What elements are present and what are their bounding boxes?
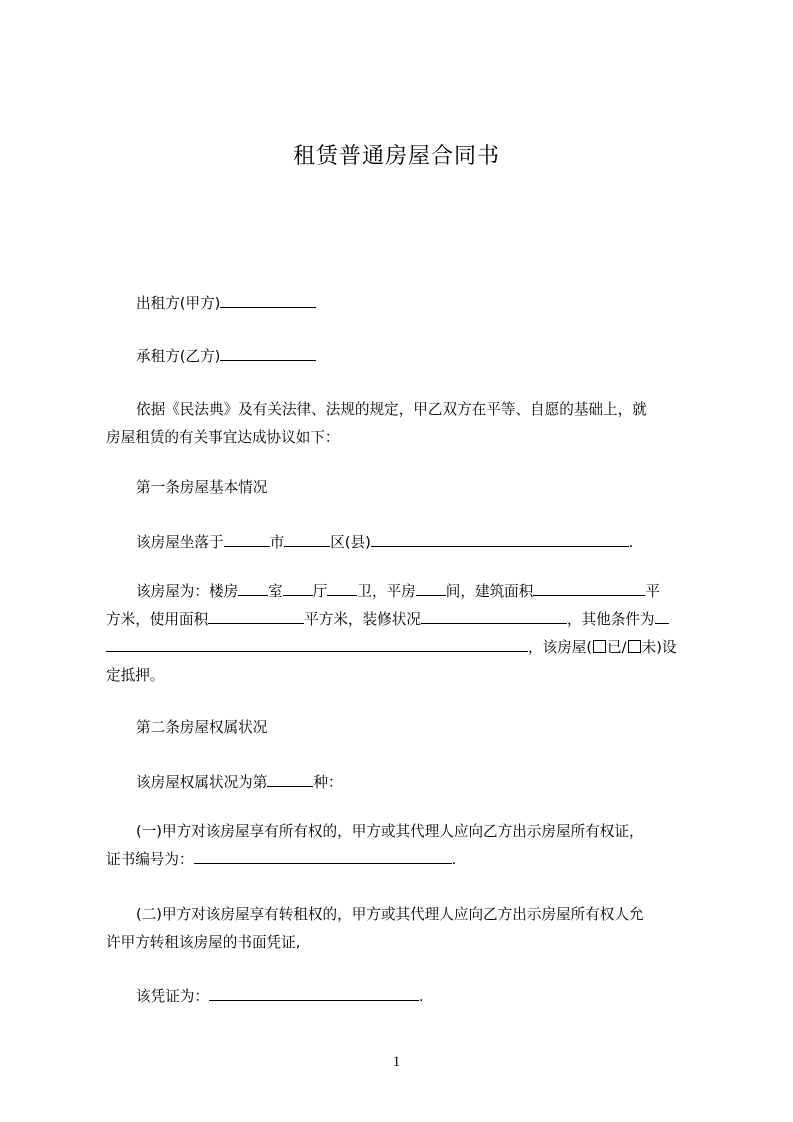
intro-line-2: 房屋租赁的有关事宜达成协议如下：	[106, 429, 340, 446]
room-blank[interactable]	[238, 580, 268, 596]
hall-label: 厅	[312, 583, 328, 600]
clause2-line-1: (二)甲方对该房屋享有转租权的，甲方或其代理人应向乙方出示房屋所有权人允	[136, 906, 644, 923]
building-area-blank[interactable]	[533, 580, 645, 596]
ping-label: 平	[645, 583, 660, 600]
document-title: 租赁普通房屋合同书	[292, 144, 500, 169]
clause1-line-1: (一)甲方对该房屋享有所有权的，甲方或其代理人应向乙方出示房屋所有权证，	[136, 823, 644, 840]
ownership-type-suffix: 种：	[313, 774, 343, 791]
page-number: 1	[392, 1054, 401, 1070]
bath-label: 卫，平房	[357, 583, 416, 600]
details-prefix: 该房屋为：楼房	[136, 583, 239, 600]
article2-heading: 第二条房屋权属状况	[136, 719, 268, 736]
clause1-line-2	[106, 846, 702, 874]
certificate-number-blank[interactable]	[194, 848, 452, 864]
article1-heading: 第一条房屋基本情况	[136, 479, 268, 496]
ownership-type-prefix: 该房屋权属状况为第	[136, 774, 268, 791]
room-label: 室	[268, 583, 283, 600]
already-label: 已/	[607, 639, 627, 656]
city-blank[interactable]	[224, 531, 270, 547]
intro-line-1: 依据《民法典》及有关法律、法规的规定，甲乙双方在平等、自愿的基础上，就	[136, 401, 647, 418]
clause1-paragraph	[106, 818, 702, 874]
details-line-2	[106, 606, 702, 634]
usable-area-blank[interactable]	[208, 608, 304, 624]
location-prefix: 该房屋坐落于	[136, 534, 224, 551]
location-line	[136, 531, 633, 553]
lessor-label: 出租方(甲方)	[136, 295, 221, 312]
address-blank[interactable]	[371, 531, 629, 547]
bath-blank[interactable]	[327, 580, 357, 596]
other-conditions-blank-a[interactable]	[655, 608, 669, 624]
lessor-line	[136, 292, 316, 314]
district-label: 区(县)	[330, 534, 371, 551]
bungalow-blank[interactable]	[416, 580, 446, 596]
lessor-blank[interactable]	[220, 292, 316, 308]
decoration-blank[interactable]	[421, 608, 567, 624]
location-end: .	[628, 534, 634, 551]
lessee-line	[136, 345, 316, 367]
voucher-line	[136, 985, 424, 1007]
already-checkbox[interactable]	[593, 640, 606, 653]
other-conditions-label: ，其他条件为	[566, 611, 655, 628]
voucher-end: .	[418, 988, 424, 1005]
ownership-type-blank[interactable]	[267, 771, 313, 787]
details-line-4: 定抵押。	[106, 667, 165, 684]
voucher-blank[interactable]	[209, 985, 419, 1001]
not-yet-checkbox[interactable]	[628, 640, 641, 653]
other-conditions-blank-b[interactable]	[106, 636, 528, 652]
decoration-label: 平方米，装修状况	[304, 611, 421, 628]
certificate-label: 证书编号为：	[106, 851, 194, 868]
house-details-paragraph	[106, 578, 702, 690]
details-line-3	[106, 634, 702, 662]
usable-area-label: 方米，使用面积	[106, 611, 209, 628]
lessee-blank[interactable]	[220, 345, 316, 361]
city-label: 市	[269, 534, 285, 551]
clause2-paragraph	[106, 901, 702, 957]
clause1-end: .	[451, 851, 457, 868]
hall-blank[interactable]	[283, 580, 313, 596]
details-line-1	[106, 578, 702, 606]
mortgage-prefix: ，该房屋(	[528, 639, 593, 656]
not-yet-label: 未)设	[641, 639, 677, 656]
intro-paragraph	[106, 396, 702, 452]
district-blank[interactable]	[284, 531, 330, 547]
lessee-label: 承租方(乙方)	[136, 348, 221, 365]
voucher-label: 该凭证为：	[136, 988, 209, 1005]
ownership-type-line	[136, 771, 343, 793]
clause2-line-2: 许甲方转租该房屋的书面凭证,	[106, 934, 301, 951]
building-area-label: 间，建筑面积	[445, 583, 534, 600]
